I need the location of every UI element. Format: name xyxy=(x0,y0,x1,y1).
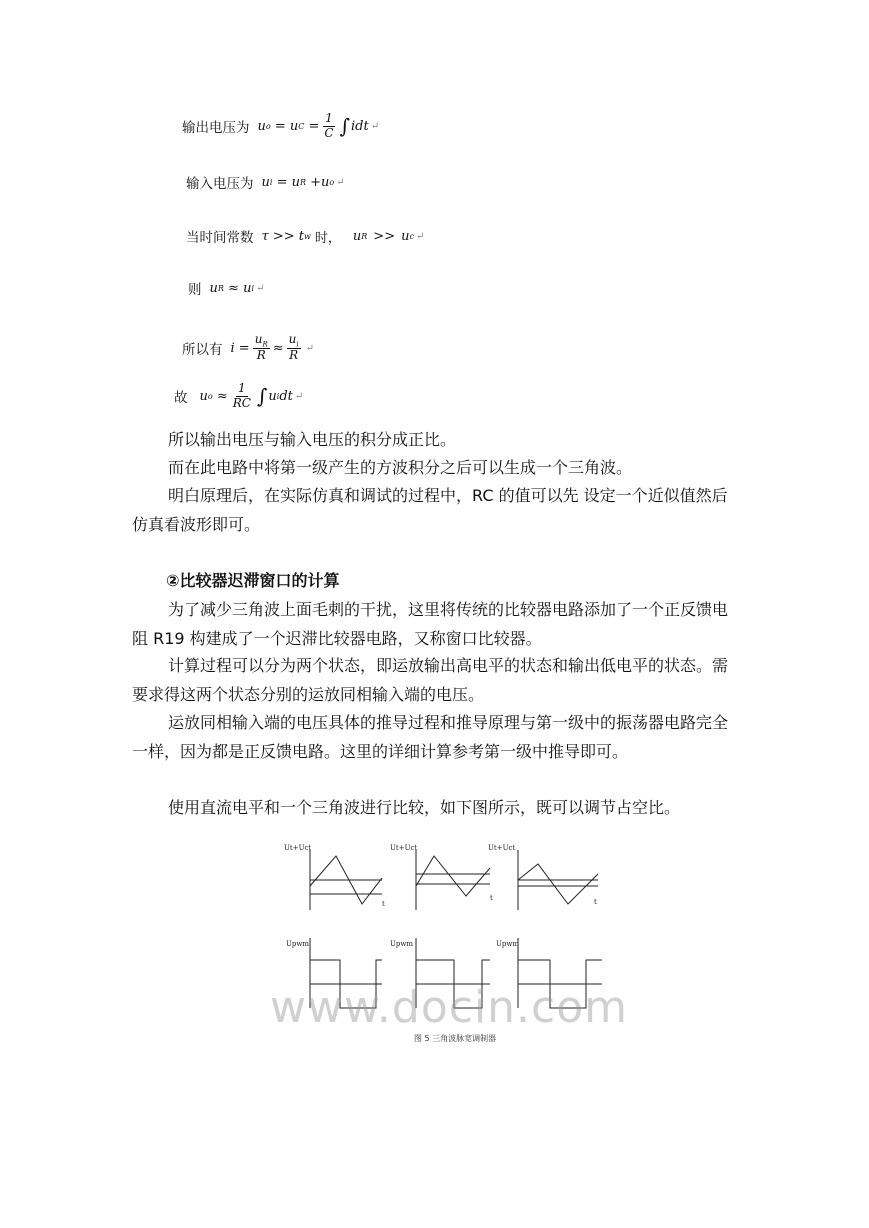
equation-label: 输入电压为 xyxy=(186,176,254,192)
equation-time-constant xyxy=(186,226,424,246)
bottom-label-1: Upwm xyxy=(286,940,310,948)
figure-caption: 图 5 三角波脉宽调制器 xyxy=(414,1034,497,1043)
equation-then xyxy=(188,278,264,298)
triangle-panel-2 xyxy=(416,850,490,910)
paragraph-derivation: 运放同相输入端的电压具体的推导过程和推导原理与第一级中的振荡器电路完全一样，因为都是正反馈电路。这里的详细计算参考第一级中推导即可。 xyxy=(132,713,729,761)
top-label-3: Ut+Uct xyxy=(488,844,516,852)
equation-label: 则 xyxy=(188,282,202,298)
paragraph-rc-value: 明白原理后，在实际仿真和调试的过程中，RC 的值可以先 设定一个近似值然后仿真看波形即可。 xyxy=(132,486,728,534)
bottom-label-3: Upwm xyxy=(496,940,520,948)
equation-formula: u R ≈ u i ↵ xyxy=(209,280,265,296)
equation-formula: τ >> t w 时， u R >> u c ↵ xyxy=(261,228,425,246)
equation-input-voltage xyxy=(186,172,345,192)
paragraph-dc-compare: 使用直流电平和一个三角波进行比较，如下图所示，既可以调节占空比。 xyxy=(168,798,681,817)
top-label-1: Ut+Uct xyxy=(284,844,312,852)
equation-label: 故 xyxy=(174,390,188,407)
equation-output-voltage xyxy=(182,112,379,141)
section-heading: ②比较器迟滞窗口的计算 xyxy=(166,571,340,590)
paragraph-proportional: 所以输出电压与输入电压的积分成正比。 xyxy=(168,430,457,449)
equation-current xyxy=(182,333,314,363)
equation-label: 当时间常数 xyxy=(186,230,254,246)
triangle-panel-3 xyxy=(518,850,598,910)
equation-label: 所以有 xyxy=(182,342,223,359)
triangle-panel-1 xyxy=(310,850,382,910)
axis-t-2: t xyxy=(490,894,493,902)
watermark: www.docin.com xyxy=(270,982,629,1033)
paragraph-two-states: 计算过程可以分为两个状态，即运放输出高电平的状态和输出低电平的状态。需要求得这两个状态分别的运放同相输入端的电压。 xyxy=(132,656,729,704)
axis-t-1: t xyxy=(382,900,385,908)
equation-formula: u o = u C = $\frac{1}{C}$ ∫ idt ↵ xyxy=(257,111,380,140)
equation-formula: i = $\frac{u_R}{R}$ ≈ $\frac{u_i}{R}$ ↵ xyxy=(230,332,314,363)
paragraph-hysteresis: 为了减少三角波上面毛刺的干扰，这里将传统的比较器电路添加了一个正反馈电阻 R19 构建成了一个迟滞比较器电路，又称窗口比较器。 xyxy=(132,600,729,648)
paragraph-triangle-wave: 而在此电路中将第一级产生的方波积分之后可以生成一个三角波。 xyxy=(168,458,633,477)
bottom-label-2: Upwm xyxy=(390,940,414,948)
equation-formula: u o ≈ $\frac{1}{RC}$ ∫ u i dt ↵ xyxy=(199,381,304,410)
equation-therefore xyxy=(174,382,303,411)
axis-t-3: t xyxy=(594,898,597,906)
equation-label: 输出电压为 xyxy=(182,120,250,137)
top-label-2: Ut+Uct xyxy=(390,844,418,852)
equation-formula: u i = u R + u o ↵ xyxy=(261,174,345,190)
